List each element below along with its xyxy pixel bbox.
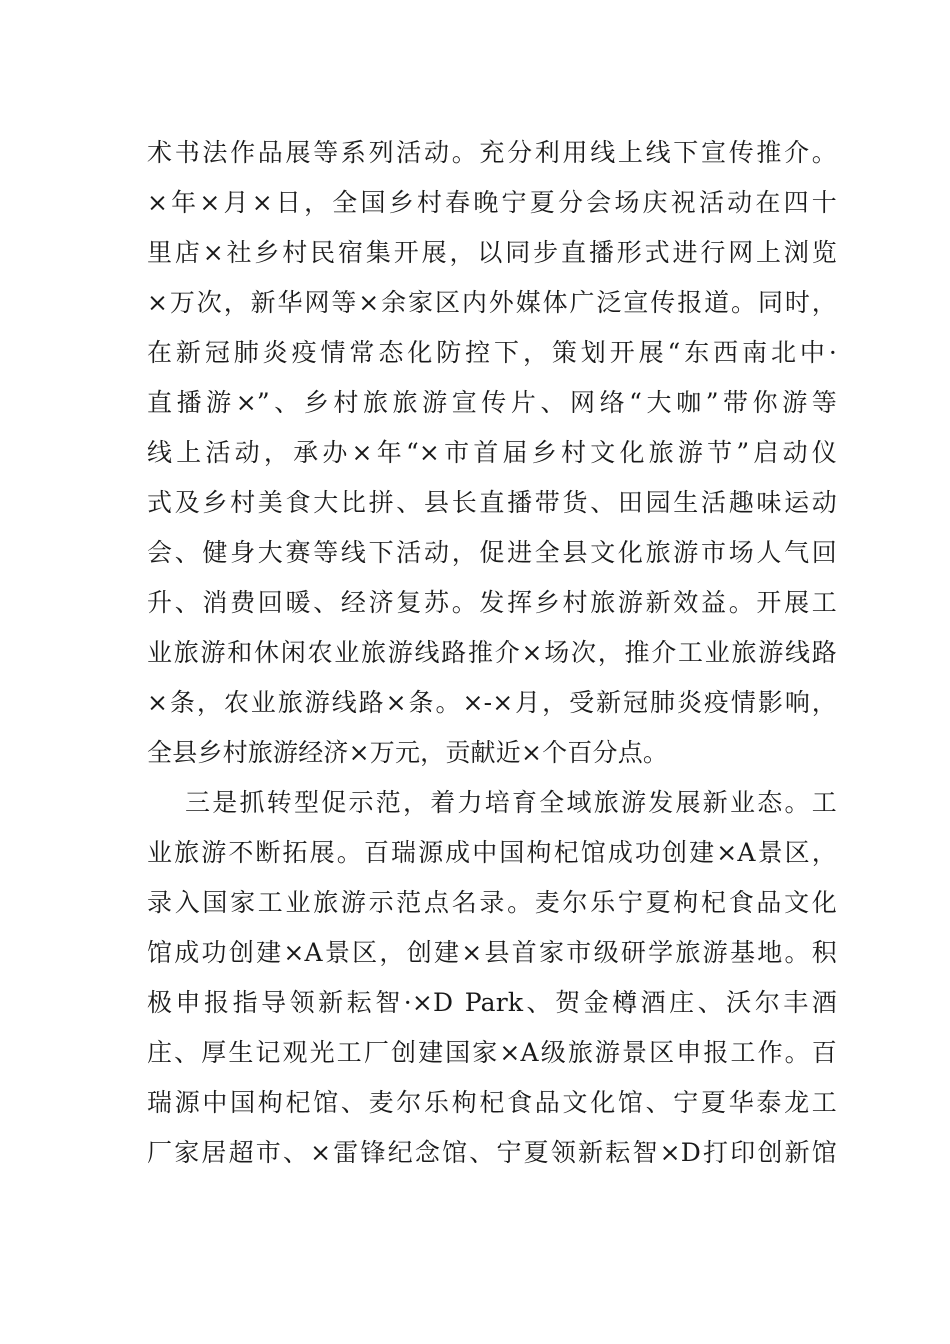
paragraph-line: 录入国家工业旅游示范点名录。麦尔乐宁夏枸杞食品文化 (147, 888, 837, 917)
paragraph-1 (147, 128, 837, 778)
paragraph-line: 三是抓转型促示范，着力培育全域旅游发展新业态。工 (185, 788, 837, 817)
paragraph-line: 升、消费回暖、经济复苏。发挥乡村旅游新效益。开展工 (147, 588, 837, 617)
paragraph-line: 直播游×”、乡村旅旅游宣传片、网络“大咖”带你游等 (147, 388, 837, 417)
paragraph-line: 全县乡村旅游经济×万元，贡献近×个百分点。 (147, 738, 669, 767)
paragraph-line: 会、健身大赛等线下活动，促进全县文化旅游市场人气回 (147, 538, 837, 567)
paragraph-line: 在新冠肺炎疫情常态化防控下，策划开展“东西南北中· (147, 338, 837, 367)
paragraph-line: 极申报指导领新耘智·×D Park、贺金樽酒庄、沃尔丰酒 (147, 988, 837, 1017)
paragraph-line: 厂家居超市、×雷锋纪念馆、宁夏领新耘智×D打印创新馆 (147, 1138, 837, 1167)
paragraph-line: 线上活动，承办×年“×市首届乡村文化旅游节”启动仪 (147, 438, 837, 467)
paragraph-line: 馆成功创建×A景区，创建×县首家市级研学旅游基地。积 (147, 938, 837, 967)
paragraph-line: ×年×月×日，全国乡村春晚宁夏分会场庆祝活动在四十 (147, 188, 837, 217)
paragraph-line: 瑞源中国枸杞馆、麦尔乐枸杞食品文化馆、宁夏华泰龙工 (147, 1088, 837, 1117)
paragraph-line: 式及乡村美食大比拼、县长直播带货、田园生活趣味运动 (147, 488, 837, 517)
paragraph-line: 术书法作品展等系列活动。充分利用线上线下宣传推介。 (147, 138, 837, 167)
paragraph-2 (147, 778, 837, 1178)
paragraph-line: ×万次，新华网等×余家区内外媒体广泛宣传报道。同时， (147, 288, 837, 317)
paragraph-line: 庄、厚生记观光工厂创建国家×A级旅游景区申报工作。百 (147, 1038, 837, 1067)
paragraph-line: 业旅游和休闲农业旅游线路推介×场次，推介工业旅游线路 (147, 638, 837, 667)
paragraph-line: 里店×社乡村民宿集开展，以同步直播形式进行网上浏览 (147, 238, 837, 267)
paragraph-line: 业旅游不断拓展。百瑞源成中国枸杞馆成功创建×A景区， (147, 838, 837, 867)
paragraph-line: ×条，农业旅游线路×条。×-×月，受新冠肺炎疫情影响， (147, 688, 837, 717)
